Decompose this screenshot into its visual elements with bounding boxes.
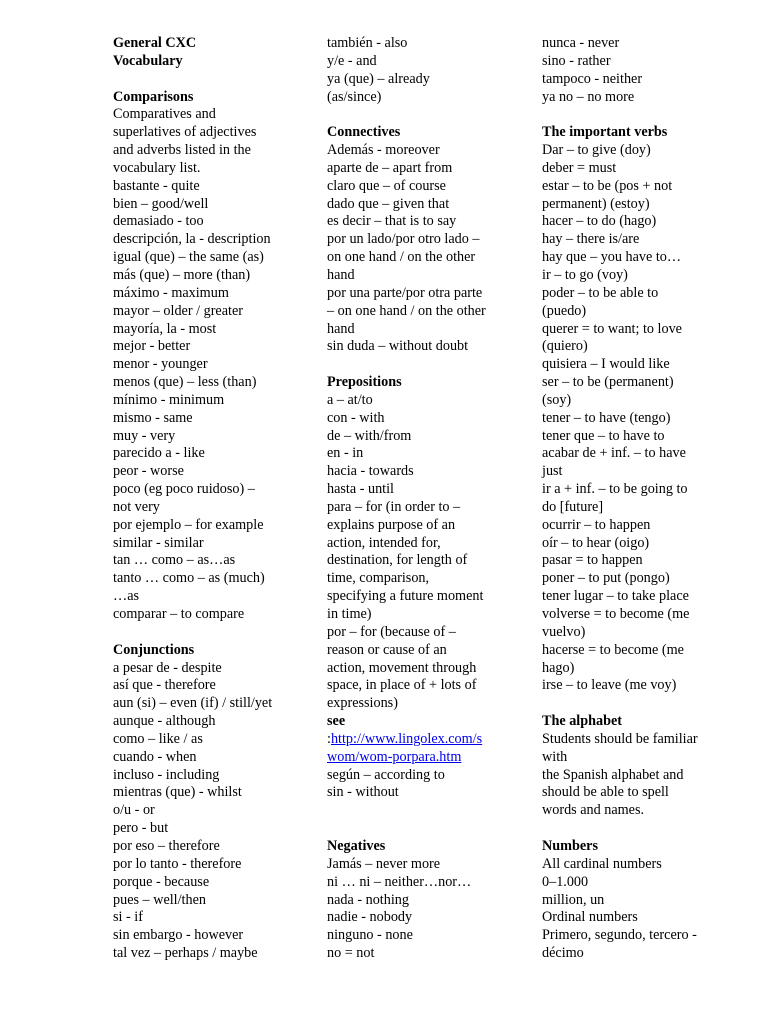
spacer (327, 802, 497, 820)
vocab-item: hacia - towards (327, 463, 414, 480)
vocab-item: Jamás – never more (327, 855, 441, 872)
vocab-item: action, movement through (327, 659, 477, 676)
vocab-item: menos (que) – less (than) (113, 374, 257, 391)
vocab-item: ninguno - none (327, 927, 413, 944)
vocab-item: más (que) – more (than) (113, 266, 251, 283)
doc-title-line-2: Vocabulary (113, 52, 183, 69)
vocab-item: tan … como – as…as (113, 552, 236, 569)
vocab-item: Dar – to give (doy) (542, 142, 651, 159)
comparisons-intro: and adverbs listed in the (113, 142, 251, 159)
vocab-item: …as (113, 588, 140, 605)
vocab-item: (puedo) (542, 302, 587, 319)
vocab-item: poder – to be able to (542, 284, 659, 301)
vocab-item: deber = must (542, 159, 617, 176)
vocab-item: peor - worse (113, 463, 184, 480)
vocab-item: – on one hand / on the other (327, 302, 486, 319)
doc-title-line-1: General CXC (113, 35, 197, 51)
numbers-heading: Numbers (542, 837, 598, 854)
lingolex-link[interactable]: http://www.lingolex.com/s (330, 730, 483, 747)
vocab-item: poco (eg poco ruidoso) – (113, 481, 255, 498)
vocab-item: es decir – that is to say (327, 213, 457, 230)
column-1 (113, 35, 293, 963)
vocab-item: destination, for length of (327, 552, 468, 569)
vocab-item: de – with/from (327, 427, 412, 444)
vocab-item: por lo tanto - therefore (113, 855, 242, 872)
vocab-item: como – like / as (113, 730, 203, 747)
vocab-item: bastante - quite (113, 177, 200, 194)
see-link-line (327, 731, 497, 749)
vocab-item: hacer – to do (hago) (542, 213, 657, 230)
vocab-item: cuando - when (113, 748, 197, 765)
alphabet-text: with (542, 748, 568, 765)
vocab-item: pero - but (113, 820, 169, 837)
vocab-item: mientras (que) - whilst (113, 784, 242, 801)
vocab-item: hand (327, 266, 355, 283)
vocab-item: explains purpose of an (327, 516, 456, 533)
vocab-item: nunca - never (542, 35, 620, 51)
vocab-item: dado que – given that (327, 195, 450, 212)
spacer (542, 695, 714, 713)
vocab-item: pasar = to happen (542, 552, 643, 569)
vocab-item: hand (327, 320, 355, 337)
vocab-item: o/u - or (113, 802, 155, 819)
vocab-item: ir a + inf. – to be going to (542, 481, 688, 498)
vocab-item: mayoría, la - most (113, 320, 217, 337)
verbs-heading: The important verbs (542, 124, 668, 141)
vocab-item: por eso – therefore (113, 837, 220, 854)
vocab-item: no = not (327, 945, 375, 962)
vocab-item: (quiero) (542, 338, 588, 355)
vocab-item: aun (si) – even (if) / still/yet (113, 695, 273, 712)
vocab-item: specifying a future moment (327, 588, 484, 605)
vocab-item: demasiado - too (113, 213, 204, 230)
comparisons-intro: Comparatives and (113, 106, 216, 123)
vocab-item: space, in place of + lots of (327, 677, 477, 694)
vocab-item: (soy) (542, 391, 572, 408)
vocab-item: sino - rather (542, 52, 611, 69)
vocab-item: descripción, la - description (113, 231, 271, 248)
vocab-item: querer = to want; to love (542, 320, 682, 337)
lingolex-link-continued[interactable]: wom/wom-porpara.htm (327, 748, 462, 765)
vocab-item: hago) (542, 659, 575, 676)
vocab-item: menor - younger (113, 356, 208, 373)
vocab-item: mayor – older / greater (113, 302, 243, 319)
numbers-text: Primero, segundo, tercero - (542, 927, 697, 944)
vocab-item: sin duda – without doubt (327, 338, 469, 355)
vocab-item: ya (que) – already (327, 70, 430, 87)
column-2 (327, 35, 497, 963)
vocab-item: in time) (327, 606, 372, 622)
vocab-item: ir – to go (voy) (542, 266, 628, 283)
comparisons-intro: superlatives of adjectives (113, 124, 257, 141)
vocab-item: estar – to be (pos + not (542, 177, 673, 194)
vocab-item: do [future] (542, 498, 604, 515)
vocab-item: y/e - and (327, 52, 377, 69)
vocab-item: ni … ni – neither…nor… (327, 873, 472, 890)
spacer (542, 820, 714, 838)
vocab-item: permanent) (estoy) (542, 195, 650, 212)
vocab-item: aunque - although (113, 713, 216, 730)
see-label: see (327, 713, 346, 730)
vocab-item: time, comparison, (327, 570, 430, 587)
vocab-item: porque - because (113, 873, 210, 890)
vocab-item: reason or cause of an (327, 641, 447, 658)
vocab-item: por un lado/por otro lado – (327, 231, 480, 248)
vocab-item: igual (que) – the same (as) (113, 249, 264, 266)
vocab-item: tener – to have (tengo) (542, 409, 671, 426)
vocab-item: por ejemplo – for example (113, 516, 264, 533)
vocab-item: irse – to leave (me voy) (542, 677, 677, 694)
spacer (327, 106, 497, 124)
vocab-item: mejor - better (113, 338, 191, 355)
vocab-item: por una parte/por otra parte (327, 284, 483, 301)
vocab-item: just (542, 463, 563, 480)
vocab-item: tampoco - neither (542, 70, 643, 87)
vocab-item: mismo - same (113, 409, 193, 426)
vocab-item: si - if (113, 909, 143, 926)
conjunctions-heading: Conjunctions (113, 641, 195, 658)
vocab-item: a – at/to (327, 391, 373, 408)
vocab-item: tener lugar – to take place (542, 588, 689, 605)
vocab-item: pues – well/then (113, 891, 206, 908)
vocab-item: bien – good/well (113, 195, 209, 212)
vocab-item: hasta - until (327, 481, 394, 498)
spacer (327, 356, 497, 374)
vocab-item: nadie - nobody (327, 909, 413, 926)
vocab-item: según – according to (327, 766, 445, 783)
vocab-item: not very (113, 498, 160, 515)
vocab-item: poner – to put (pongo) (542, 570, 670, 587)
vocab-item: claro que – of course (327, 177, 446, 194)
vocab-item: acabar de + inf. – to have (542, 445, 686, 462)
vocab-item: vuelvo) (542, 623, 586, 640)
vocab-item: también - also (327, 35, 408, 51)
vocab-item: hay que – you have to… (542, 249, 682, 266)
vocab-item: ocurrir – to happen (542, 516, 651, 533)
vocab-item: oír – to hear (oigo) (542, 534, 650, 551)
comparisons-heading: Comparisons (113, 88, 194, 105)
vocab-item: parecido a - like (113, 445, 205, 462)
vocab-item: tanto … como – as (much) (113, 570, 265, 587)
vocab-item: tal vez – perhaps / maybe (113, 945, 258, 962)
vocab-item: expressions) (327, 695, 398, 712)
vocab-item: (as/since) (327, 88, 382, 105)
vocab-item: action, intended for, (327, 534, 441, 551)
alphabet-text: Students should be familiar (542, 730, 698, 747)
vocab-item: máximo - maximum (113, 284, 229, 301)
vocab-item: hay – there is/are (542, 231, 640, 248)
numbers-text: million, un (542, 891, 605, 908)
vocab-item: mínimo - minimum (113, 391, 225, 408)
alphabet-text: the Spanish alphabet and (542, 766, 684, 783)
vocab-item: volverse = to become (me (542, 606, 690, 622)
vocab-item: en - in (327, 445, 364, 462)
comparisons-intro: vocabulary list. (113, 159, 201, 176)
vocab-item: hacerse = to become (me (542, 641, 684, 658)
vocab-item: nada - nothing (327, 891, 409, 908)
vocab-item: así que - therefore (113, 677, 216, 694)
numbers-text: Ordinal numbers (542, 909, 638, 926)
spacer (542, 106, 714, 124)
numbers-text: décimo (542, 945, 584, 962)
vocab-item: aparte de – apart from (327, 159, 453, 176)
vocab-item: quisiera – I would like (542, 356, 670, 373)
vocab-item: muy - very (113, 427, 176, 444)
connectives-heading: Connectives (327, 124, 401, 141)
vocab-item: incluso - including (113, 766, 220, 783)
numbers-text: All cardinal numbers (542, 855, 662, 872)
vocab-item: a pesar de - despite (113, 659, 222, 676)
alphabet-heading: The alphabet (542, 713, 623, 730)
vocab-item: ser – to be (permanent) (542, 374, 674, 391)
vocab-item: sin - without (327, 784, 399, 801)
see-prefix: : (327, 730, 331, 747)
vocab-item: por – for (because of – (327, 623, 456, 640)
vocab-item: para – for (in order to – (327, 498, 461, 515)
vocab-item: on one hand / on the other (327, 249, 476, 266)
vocab-item: con - with (327, 409, 385, 426)
spacer (327, 820, 497, 838)
spacer (113, 624, 293, 642)
vocab-item: sin embargo - however (113, 927, 244, 944)
spacer (113, 71, 293, 89)
negatives-heading: Negatives (327, 837, 386, 854)
prepositions-heading: Prepositions (327, 374, 402, 391)
alphabet-text: should be able to spell (542, 784, 669, 801)
vocab-item: Además - moreover (327, 142, 440, 159)
vocab-item: tener que – to have to (542, 427, 665, 444)
numbers-text: 0–1.000 (542, 873, 589, 890)
alphabet-text: words and names. (542, 802, 645, 819)
column-3 (542, 35, 714, 963)
vocab-item: similar - similar (113, 534, 204, 551)
vocab-item: comparar – to compare (113, 606, 245, 622)
vocab-item: ya no – no more (542, 88, 635, 105)
